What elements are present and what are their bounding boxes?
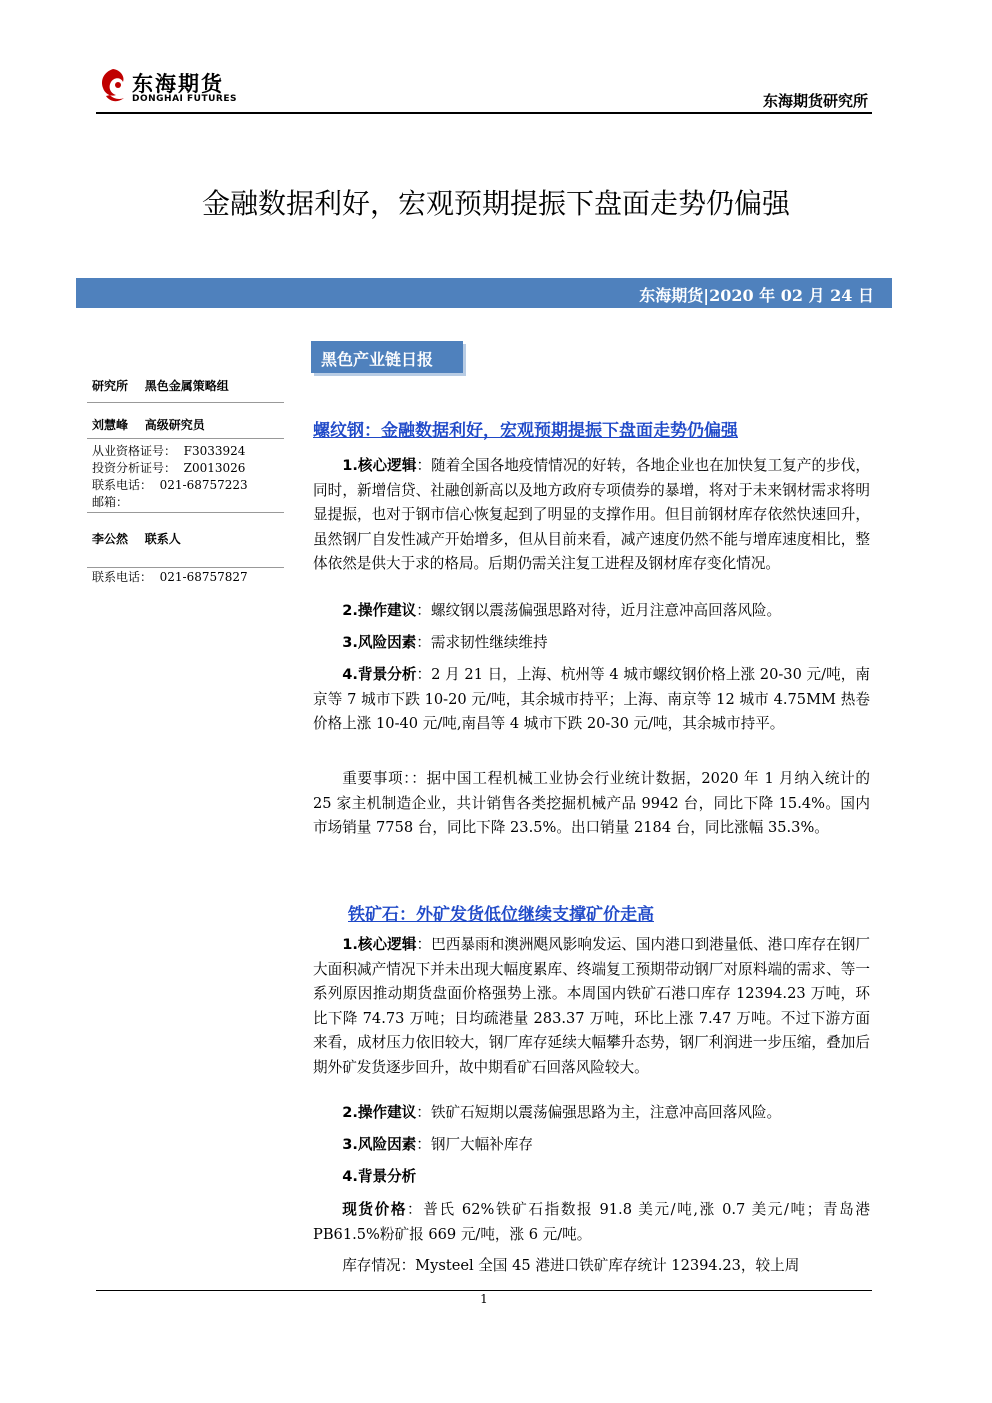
ore-risk-text: ：钢厂大幅补库存: [416, 1136, 534, 1153]
ore-spot-price: [313, 1198, 870, 1247]
rebar-advice-label: 2.操作建议: [342, 602, 417, 619]
sidebar-analyst1-line: 联系电话： 021-68757223: [92, 478, 248, 492]
rebar-key-events: 重要事项：：据中国工程机械工业协会行业统计数据，2020 年 1 月纳入统计的 25 家主机制造企业，共计销售各类挖掘机械产品 9942 台，同比下降 15.4%。国内市场销量 7758 台，同比下降 23.5%。出口销量 2184 台，同比涨幅 35.3%。: [313, 770, 870, 836]
ore-risk-label: 3.风险因素: [342, 1136, 417, 1153]
company-logo: [96, 66, 246, 110]
logo-chinese-text: 东海期货: [132, 72, 224, 96]
rebar-risk: [313, 631, 870, 656]
rebar-background: [313, 663, 870, 737]
ore-core-logic-text: ：巴西暴雨和澳洲飓风影响发运、国内港口到港量低、港口库存在钢厂大面积减产情况下并未出现大幅度累库、终端复工预期带动钢厂对原料端的需求、等一系列原因推动期货盘面价格强势上涨。本周国内铁矿石港口库存 12394.23 万吨，环比下降 74.73 万吨；日均疏港量 283.37 万吨，环比上涨 7.47 万吨。不过下游方面来看，成材压力依旧较大，钢厂库存延续大幅攀升态势，钢厂利润进一步压缩，叠加后期外矿发货逐步回升，故中期看矿石回落风险较大。: [313, 936, 870, 1076]
logo-english-text: DONGHAI FUTURES: [132, 94, 237, 104]
section-tag-label: 黑色产业链日报: [321, 350, 434, 369]
ore-core-logic-label: 1.核心逻辑: [342, 936, 417, 953]
rebar-advice-text: ：螺纹钢以震荡偏强思路对待，近月注意冲高回落风险。: [416, 602, 782, 619]
sidebar-divider: [87, 402, 284, 403]
sidebar-dept: 研究所 黑色金属策略组: [92, 379, 229, 393]
rebar-heading: 螺纹钢：金融数据利好，宏观预期提振下盘面走势仍偏强: [313, 421, 738, 441]
institute-name: 东海期货研究所: [762, 92, 868, 110]
sidebar-analyst1-name: 刘慧峰 高级研究员: [92, 418, 205, 432]
ore-background: [313, 1165, 870, 1190]
ore-advice-label: 2.操作建议: [342, 1104, 417, 1121]
ore-spot-price-text: ：普氏 62%铁矿石指数报 91.8 美元/吨,涨 0.7 美元/吨；青岛港 PB61.5%粉矿报 669 元/吨，涨 6 元/吨。: [313, 1201, 870, 1243]
date-banner-text: 东海期货|2020 年 02 月 24 日: [639, 286, 874, 305]
sidebar-divider: [87, 512, 284, 513]
footer-divider: [96, 1290, 872, 1291]
page-number: 1: [480, 1292, 488, 1306]
sidebar-analyst1-line: 邮箱：: [92, 495, 129, 509]
document-title: 金融数据利好，宏观预期提振下盘面走势仍偏强: [201, 187, 790, 220]
ore-inventory: 库存情况：Mysteel 全国 45 港进口铁矿库存统计 12394.23，较上周: [342, 1257, 800, 1274]
ore-advice-text: ：铁矿石短期以震荡偏强思路为主，注意冲高回落风险。: [416, 1104, 782, 1121]
rebar-background-text: ：2 月 21 日，上海、杭州等 4 城市螺纹钢价格上涨 20-30 元/吨，南京等 7 城市下跌 10-20 元/吨，其余城市持平；上海、南京等 12 城市 4.75MM 热卷价格上涨 10-40 元/吨,南昌等 4 城市下跌 20-30 元/吨，其余城市持平。: [313, 666, 871, 732]
rebar-core-logic-text: ：随着全国各地疫情情况的好转，各地企业也在加快复工复产的步伐，同时，新增信贷、社融创新高以及地方政府专项债券的暴增，将对于未来钢材需求将明显提振，也对于钢市信心恢复起到了明显的支撑作用。但目前钢材库存依然快速回升，虽然钢厂自发性减产开始增多，但从目前来看，减产速度仍然不能与增库速度相比，整体依然是供大于求的格局。后期仍需关注复工进程及钢材库存变化情况。: [313, 457, 870, 572]
rebar-advice: [313, 599, 870, 624]
date-banner: [76, 278, 892, 308]
header-divider: [96, 112, 872, 114]
ore-heading: 铁矿石：外矿发货低位继续支撑矿价走高: [348, 905, 654, 925]
ore-spot-price-label: 现货价格: [342, 1201, 408, 1218]
sidebar-analyst2-phone: 联系电话： 021-68757827: [92, 570, 248, 584]
rebar-risk-text: ：需求韧性继续维持: [416, 634, 548, 651]
ore-core-logic: [313, 933, 870, 1080]
sidebar-analyst1-line: 从业资格证号： F3033924: [92, 444, 246, 458]
sidebar-divider: [87, 567, 284, 568]
sidebar-divider: [87, 438, 284, 439]
sidebar-analyst1-line: 投资分析证号： Z0013026: [92, 461, 246, 475]
rebar-core-logic-label: 1.核心逻辑: [342, 457, 417, 474]
ore-risk: [313, 1133, 870, 1158]
dragon-logo-icon: [96, 66, 130, 106]
section-tag: [311, 341, 463, 373]
sidebar-analyst2-name: 李公然 联系人: [92, 532, 181, 546]
rebar-core-logic: [313, 454, 870, 577]
ore-background-label: 4.背景分析: [342, 1168, 417, 1185]
rebar-risk-label: 3.风险因素: [342, 634, 417, 651]
ore-advice: [313, 1101, 870, 1126]
rebar-background-label: 4.背景分析: [342, 666, 417, 683]
